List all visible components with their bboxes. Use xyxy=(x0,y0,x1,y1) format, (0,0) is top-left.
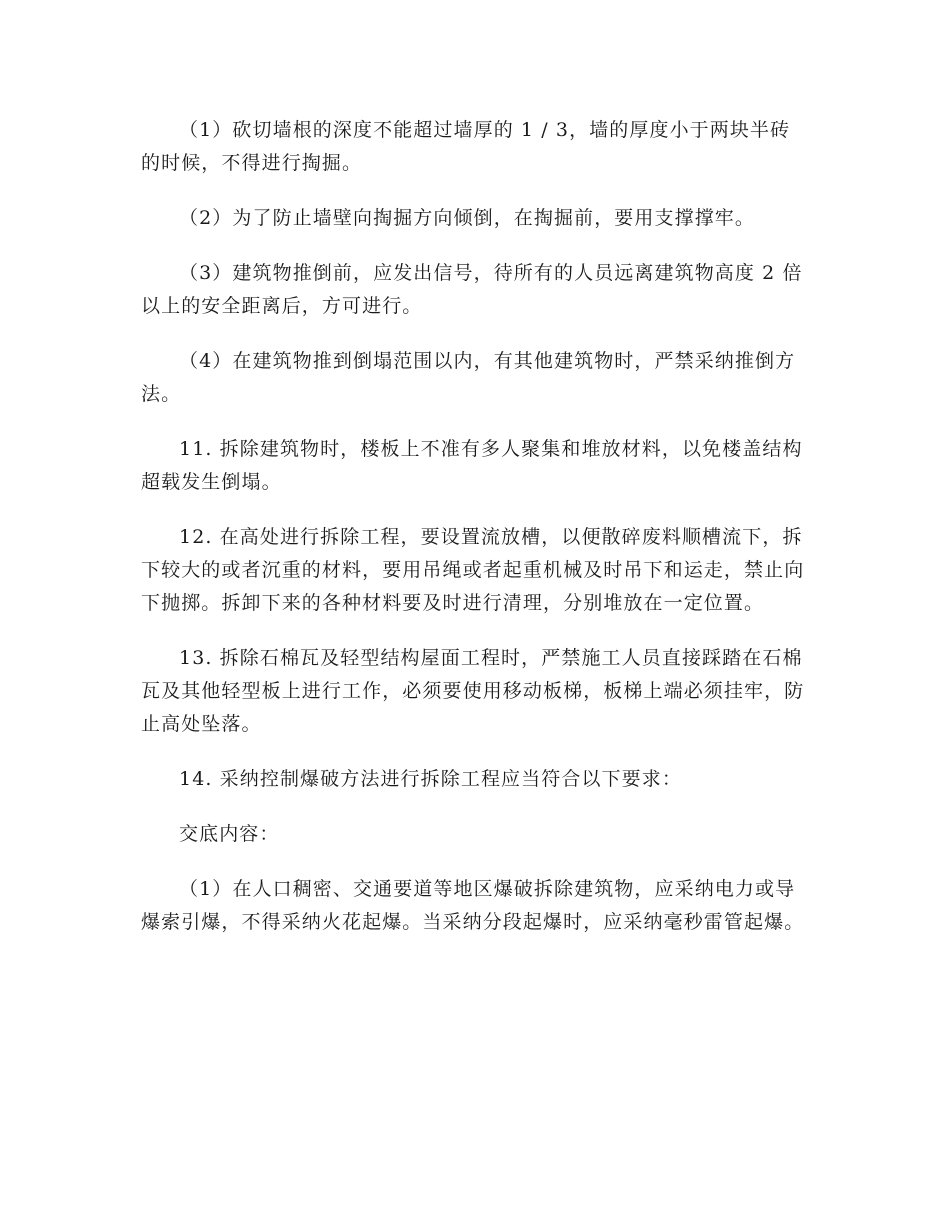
paragraph-item-4: （4）在建筑物推到倒塌范围以内，有其他建筑物时，严禁采纳推倒方法。 xyxy=(141,350,796,405)
paragraph-blasting-item-1: （1）在人口稠密、交通要道等地区爆破拆除建筑物，应采纳电力或导爆索引爆，不得采纳火花起爆。当采纳分段起爆时，应采纳毫秒雷管起爆。 xyxy=(141,878,805,933)
paragraph-rule-12: 12. 在高处进行拆除工程，要设置流放槽，以便散碎废料顺槽流下，拆下较大的或者沉重的材料，要用吊绳或者起重机械及时吊下和运走，禁止向下抛掷。拆卸下来的各种材料要及时进行清理，分别堆放在一定位置。 xyxy=(141,526,805,614)
paragraph-briefing-heading: 交底内容： xyxy=(179,823,280,845)
paragraph-item-2: （2）为了防止墙壁向掏掘方向倾倒，在掏掘前，要用支撑撑牢。 xyxy=(179,207,755,229)
paragraph-rule-14: 14. 采纳控制爆破方法进行拆除工程应当符合以下要求： xyxy=(179,768,682,790)
paragraph-item-3: （3）建筑物推倒前，应发出信号，待所有的人员远离建筑物高度 2 倍以上的安全距离后，方可进行。 xyxy=(141,262,803,317)
paragraph-rule-11: 11. 拆除建筑物时，楼板上不准有多人聚集和堆放材料，以免楼盖结构超载发生倒塌。 xyxy=(141,438,803,493)
paragraph-item-1: （1）砍切墙根的深度不能超过墙厚的 1 / 3，墙的厚度小于两块半砖的时候，不得进行掏掘。 xyxy=(141,119,791,174)
document-body xyxy=(141,114,809,939)
paragraph-rule-13: 13. 拆除石棉瓦及轻型结构屋面工程时，严禁施工人员直接踩踏在石棉瓦及其他轻型板上进行工作，必须要使用移动板梯，板梯上端必须挂牢，防止高处坠落。 xyxy=(141,647,805,735)
